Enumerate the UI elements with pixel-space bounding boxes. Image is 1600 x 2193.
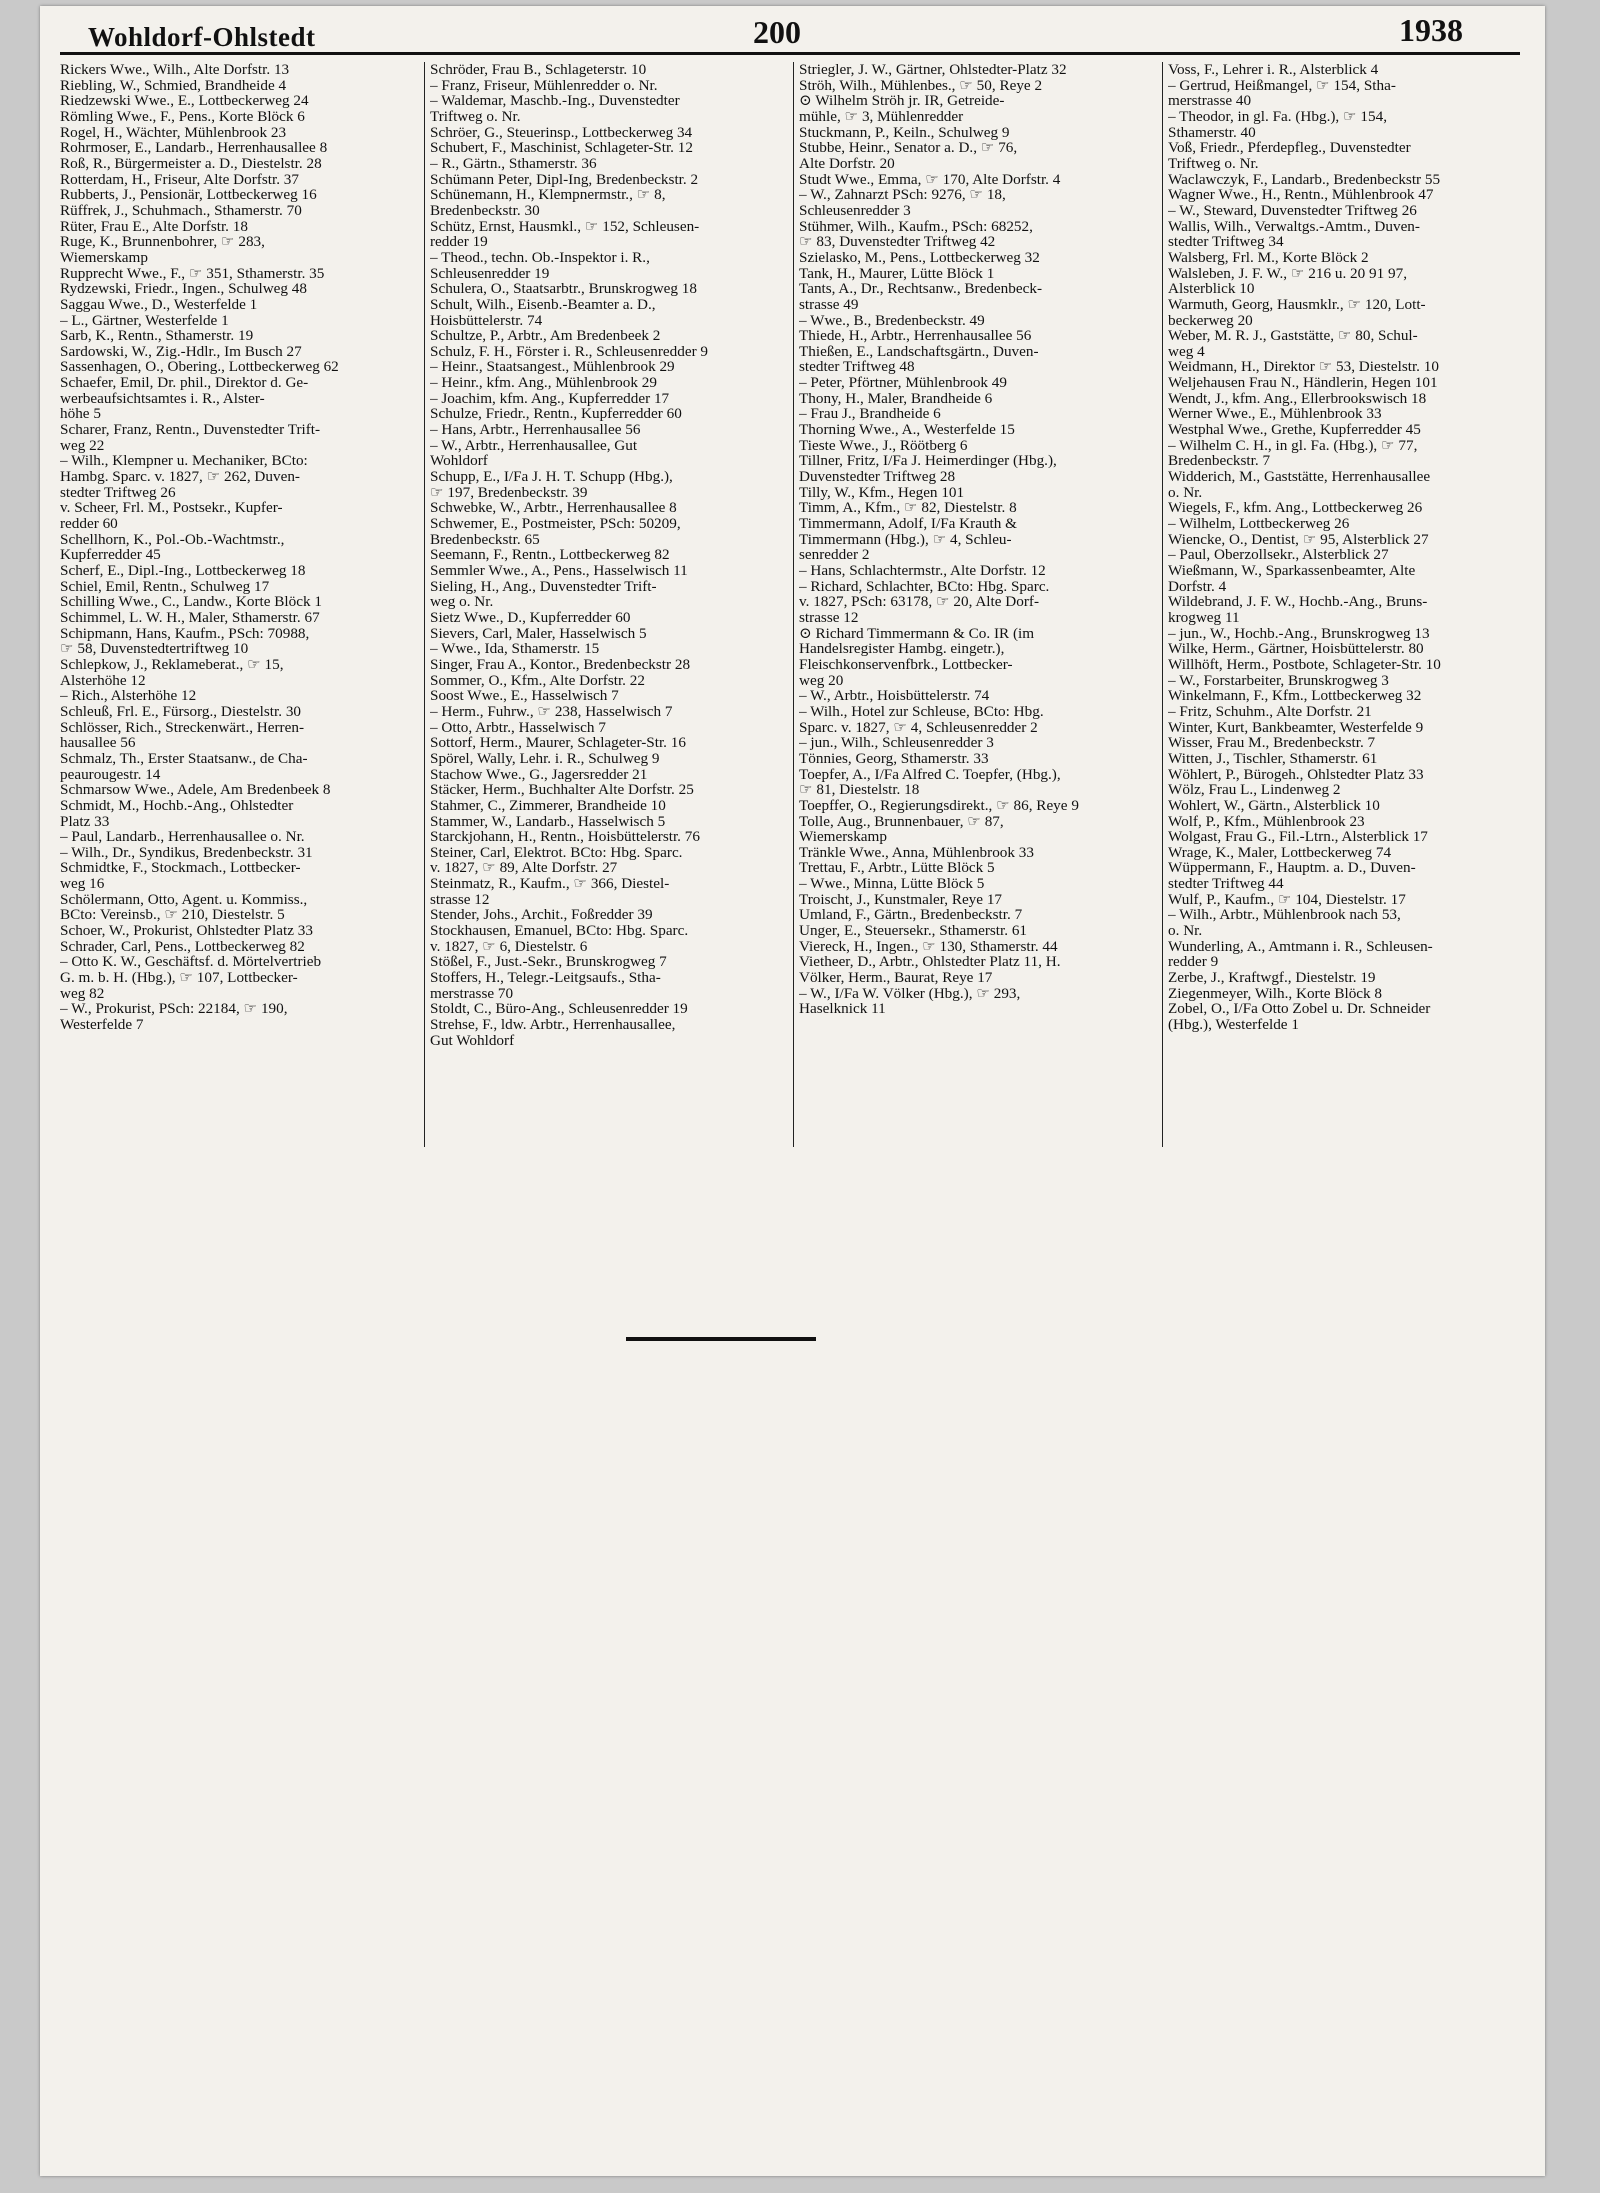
directory-entry-line: Wunderling, A., Amtmann i. R., Schleusen- (1168, 938, 1433, 955)
directory-entry-line: strasse 12 (430, 891, 490, 908)
directory-entry-line: – Wilh., Klempner u. Mechaniker, BCto: (60, 453, 308, 470)
directory-entry-line: Schulera, O., Staatsarbtr., Brunskrogweg 18 (430, 281, 697, 297)
directory-entry-line: Schulz, F. H., Förster i. R., Schleusenredder 9 (430, 343, 709, 360)
directory-entry-line: Roß, R., Bürgermeister a. D., Diestelstr. 28 (60, 155, 322, 172)
directory-entry-line: Triftweg o. Nr. (430, 108, 521, 125)
directory-entry-line: Winkelmann, F., Kfm., Lottbeckerweg 32 (1168, 688, 1422, 704)
directory-entry-line: Tants, A., Dr., Rechtsanw., Bredenbeck- (799, 281, 1042, 297)
directory-entry-line: – Frau J., Brandheide 6 (799, 406, 941, 423)
directory-entry-line: – Wwe., Ida, Sthamerstr. 15 (430, 641, 600, 657)
directory-entry-line: Stuckmann, P., Keiln., Schulweg 9 (799, 124, 1010, 141)
directory-entry-line: Stößel, F., Just.-Sekr., Brunskrogweg 7 (430, 954, 667, 971)
directory-entry-line: Starckjohann, H., Rentn., Hoisbüttelerstr. 76 (430, 829, 700, 845)
directory-entry-line: v. 1827, ☞ 6, Diestelstr. 6 (430, 938, 588, 955)
directory-entry-line: Tank, H., Maurer, Lütte Blöck 1 (799, 265, 995, 282)
directory-entry-line: Hambg. Sparc. v. 1827, ☞ 262, Duven- (60, 469, 300, 485)
directory-entry-line: Voss, F., Lehrer i. R., Alsterblick 4 (1168, 62, 1379, 78)
directory-entry-line: strasse 12 (799, 609, 859, 626)
directory-entry-line: Fleischkonservenfbrk., Lottbecker- (799, 656, 1013, 673)
directory-entry-line: – Paul, Oberzollsekr., Alsterblick 27 (1168, 547, 1389, 563)
header-rule (60, 52, 1520, 55)
directory-entry-line: weg 22 (60, 437, 105, 454)
directory-entry-line: Bredenbeckstr. 65 (430, 531, 540, 548)
directory-entry-line: Schultze, P., Arbtr., Am Bredenbeek 2 (430, 328, 661, 344)
directory-entry-line: Handelsregister Hambg. eingetr.), (799, 641, 1005, 657)
directory-entry-line: Witten, J., Tischler, Sthamerstr. 61 (1168, 750, 1378, 767)
directory-entry-line: ☞ 197, Bredenbeckstr. 39 (430, 484, 588, 501)
directory-entry-line: Schleuß, Frl. E., Fürsorg., Diestelstr. 30 (60, 703, 302, 720)
directory-entry-line: Tönnies, Georg, Sthamerstr. 33 (799, 750, 989, 767)
directory-entry-line: Rotterdam, H., Friseur, Alte Dorfstr. 37 (60, 171, 299, 188)
directory-entry-line: Sieling, H., Ang., Duvenstedter Trift- (430, 578, 657, 595)
directory-entry-line: Schilling Wwe., C., Landw., Korte Blöck 1 (60, 594, 322, 610)
directory-entry-line: o. Nr. (1168, 923, 1203, 939)
directory-entry-line: Studt Wwe., Emma, ☞ 170, Alte Dorfstr. 4 (799, 171, 1061, 188)
directory-entry-line: Haselknick 11 (799, 1001, 886, 1018)
directory-entry-line: Steinmatz, R., Kaufm., ☞ 366, Diestel- (430, 876, 670, 892)
directory-entry-line: stedter Triftweg 34 (1168, 234, 1284, 250)
directory-entry-line: ☞ 58, Duvenstedtertriftweg 10 (60, 641, 249, 657)
directory-entry-line: Schoer, W., Prokurist, Ohlstedter Platz 33 (60, 923, 313, 939)
directory-entry-line: Wölz, Frau L., Lindenweg 2 (1168, 782, 1341, 798)
directory-entry-line: – Otto, Arbtr., Hasselwisch 7 (430, 719, 606, 736)
directory-entry-line: Schlepkow, J., Reklameberat., ☞ 15, (60, 656, 284, 673)
directory-entry-line: (Hbg.), Westerfelde 1 (1168, 1017, 1299, 1033)
directory-entry-line: Schellhorn, K., Pol.-Ob.-Wachtmstr., (60, 531, 285, 548)
directory-entry-line: – jun., Wilh., Schleusenredder 3 (799, 735, 994, 751)
directory-entry-line: Toepffer, O., Regierungsdirekt., ☞ 86, Reye 9 (799, 797, 1079, 814)
directory-entry-line: redder 60 (60, 516, 118, 532)
directory-entry-line: Wiencke, O., Dentist, ☞ 95, Alsterblick 27 (1168, 531, 1429, 548)
directory-entry-line: Sietz Wwe., D., Kupferredder 60 (430, 609, 631, 626)
directory-entry-line: Westphal Wwe., Grethe, Kupferredder 45 (1168, 422, 1421, 438)
directory-entry-line: Rubberts, J., Pensionär, Lottbeckerweg 16 (60, 187, 317, 203)
directory-entry-line: o. Nr. (1168, 484, 1203, 501)
directory-entry-line: Schult, Wilh., Eisenb.-Beamter a. D., (430, 296, 656, 313)
directory-entry-line: Umland, F., Gärtn., Bredenbeckstr. 7 (799, 907, 1023, 924)
directory-entry-line: Schmidtke, F., Stockmach., Lottbecker- (60, 860, 301, 877)
directory-entry-line: weg 4 (1168, 343, 1205, 360)
directory-entry-line: Waclawczyk, F., Landarb., Bredenbeckstr 55 (1168, 171, 1441, 188)
directory-entry-line: redder 19 (430, 234, 488, 250)
directory-entry-line: weg 16 (60, 876, 105, 892)
directory-entry-line: Rickers Wwe., Wilh., Alte Dorfstr. 13 (60, 62, 290, 78)
directory-entry-line: Schulze, Friedr., Rentn., Kupferredder 60 (430, 406, 682, 423)
directory-entry-line: Saggau Wwe., D., Westerfelde 1 (60, 296, 258, 313)
directory-entry-line: Widderich, M., Gaststätte, Herrenhausallee (1168, 469, 1431, 485)
directory-entry-line: Voß, Friedr., Pferdepfleg., Duvenstedter (1168, 140, 1411, 156)
directory-entry-line: Schümann Peter, Dipl-Ing, Bredenbeckstr. 2 (430, 171, 699, 188)
directory-entry-line: Völker, Herm., Baurat, Reye 17 (799, 970, 993, 986)
directory-entry-line: Walsberg, Frl. M., Korte Blöck 2 (1168, 249, 1369, 266)
directory-entry-line: Sarb, K., Rentn., Sthamerstr. 19 (60, 328, 254, 344)
directory-entry-line: Stachow Wwe., G., Jagersredder 21 (430, 766, 648, 783)
directory-entry-line: Schrader, Carl, Pens., Lottbeckerweg 82 (60, 938, 305, 955)
directory-entry-line: Tolle, Aug., Brunnenbauer, ☞ 87, (799, 813, 1004, 830)
directory-entry-line: Stühmer, Wilh., Kaufm., PSch: 68252, (799, 218, 1033, 235)
directory-entry-line: G. m. b. H. (Hbg.), ☞ 107, Lottbecker- (60, 970, 298, 986)
directory-entry-line: Westerfelde 7 (60, 1017, 144, 1033)
directory-entry-line: Sthamerstr. 40 (1168, 124, 1256, 141)
directory-entry-line: Wrage, K., Maler, Lottbeckerweg 74 (1168, 844, 1392, 861)
directory-entry-line: – Wilh., Dr., Syndikus, Bredenbeckstr. 31 (60, 844, 313, 861)
directory-entry-line: weg 20 (799, 672, 844, 689)
directory-entry-line: redder 9 (1168, 954, 1219, 971)
directory-entry-line: Dorfstr. 4 (1168, 578, 1227, 595)
directory-entry-line: – Rich., Alsterhöhe 12 (60, 688, 197, 704)
directory-entry-line: weg o. Nr. (430, 594, 494, 610)
directory-entry-line: Gut Wohldorf (430, 1032, 515, 1049)
directory-entry-line: Spörel, Wally, Lehr. i. R., Schulweg 9 (430, 750, 660, 767)
directory-entry-line: Unger, E., Steuersekr., Sthamerstr. 61 (799, 923, 1028, 939)
directory-columns (60, 62, 1530, 1182)
directory-entry-line: Bredenbeckstr. 30 (430, 202, 540, 219)
directory-entry-line: Sardowski, W., Zig.-Hdlr., Im Busch 27 (60, 343, 302, 360)
directory-entry-line: – jun., W., Hochb.-Ang., Brunskrogweg 13 (1168, 625, 1430, 642)
directory-entry-line: Schmidt, M., Hochb.-Ang., Ohlstedter (60, 797, 294, 814)
directory-entry-line: Schröer, G., Steuerinsp., Lottbeckerweg 34 (430, 124, 693, 141)
directory-entry-line: Toepfer, A., I/Fa Alfred C. Toepfer, (Hbg.), (799, 766, 1061, 783)
directory-entry-line: Soost Wwe., E., Hasselwisch 7 (430, 688, 619, 704)
directory-entry-line: höhe 5 (60, 406, 101, 423)
directory-entry-line: Schwemer, E., Postmeister, PSch: 50209, (430, 516, 681, 532)
directory-entry-line: – Wilhelm, Lottbeckerweg 26 (1168, 516, 1350, 532)
directory-entry-line: Schipmann, Hans, Kaufm., PSch: 70988, (60, 625, 310, 642)
year-label: 1938 (1399, 12, 1463, 48)
directory-entry-line: Wulf, P., Kaufm., ☞ 104, Diestelstr. 17 (1168, 891, 1406, 908)
directory-entry-line: Sottorf, Herm., Maurer, Schlageter-Str. 16 (430, 735, 686, 751)
directory-entry-line: Schiel, Emil, Rentn., Schulweg 17 (60, 578, 270, 595)
directory-entry-line: Rydzewski, Friedr., Ingen., Schulweg 48 (60, 281, 307, 297)
directory-entry-line: merstrasse 70 (430, 985, 514, 1002)
column-1 (60, 62, 417, 1033)
directory-entry-line: Weljehausen Frau N., Händlerin, Hegen 101 (1168, 375, 1438, 391)
directory-entry-line: Wohldorf (430, 453, 488, 470)
directory-entry-line: – Peter, Pförtner, Mühlenbrook 49 (799, 375, 1007, 391)
directory-entry-line: Triftweg o. Nr. (1168, 155, 1259, 172)
directory-entry-line: Tillner, Fritz, I/Fa J. Heimerdinger (Hbg.), (799, 453, 1057, 470)
directory-entry-line: beckerweg 20 (1168, 312, 1253, 329)
directory-entry-line: – W., Zahnarzt PSch: 9276, ☞ 18, (799, 187, 1006, 203)
end-of-section-rule (626, 1337, 816, 1341)
directory-entry-line: Schmarsow Wwe., Adele, Am Bredenbeek 8 (60, 782, 331, 798)
directory-entry-line: – W., Forstarbeiter, Brunskrogweg 3 (1168, 672, 1389, 689)
directory-entry-line: – Franz, Friseur, Mühlenredder o. Nr. (430, 77, 658, 94)
directory-entry-line: Schwebke, W., Arbtr., Herrenhausallee 8 (430, 500, 677, 517)
directory-entry-line: Wendt, J., kfm. Ang., Ellerbrookswisch 18 (1168, 390, 1427, 407)
directory-entry-line: Rogel, H., Wächter, Mühlenbrook 23 (60, 124, 287, 141)
directory-entry-line: ☞ 81, Diestelstr. 18 (799, 782, 920, 798)
directory-entry-line: – Paul, Landarb., Herrenhausallee o. Nr. (60, 829, 305, 845)
directory-entry-line: Wagner Wwe., H., Rentn., Mühlenbrook 47 (1168, 187, 1434, 203)
directory-entry-line: Stammer, W., Landarb., Hasselwisch 5 (430, 813, 666, 830)
directory-entry-line: ⊙ Richard Timmermann & Co. IR (im (799, 625, 1035, 642)
directory-entry-line: Striegler, J. W., Gärtner, Ohlstedter-Platz 32 (799, 62, 1067, 78)
directory-entry-line: – Hans, Schlachtermstr., Alte Dorfstr. 12 (799, 563, 1046, 579)
directory-entry-line: Schupp, E., I/Fa J. H. T. Schupp (Hbg.), (430, 469, 673, 485)
directory-entry-line: Viereck, H., Ingen., ☞ 130, Sthamerstr. 44 (799, 938, 1058, 955)
directory-entry-line: Ziegenmeyer, Wilh., Korte Blöck 8 (1168, 985, 1383, 1002)
directory-entry-line: Zobel, O., I/Fa Otto Zobel u. Dr. Schneider (1168, 1001, 1431, 1018)
directory-entry-line: v. 1827, ☞ 89, Alte Dorfstr. 27 (430, 860, 618, 877)
directory-entry-line: Stäcker, Herm., Buchhalter Alte Dorfstr. 25 (430, 782, 694, 798)
directory-entry-line: Platz 33 (60, 813, 110, 830)
directory-entry-line: Wolf, P., Kfm., Mühlenbrook 23 (1168, 813, 1365, 830)
directory-entry-line: – W., Arbtr., Hoisbüttelerstr. 74 (799, 688, 990, 704)
directory-entry-line: peaurougestr. 14 (60, 766, 161, 783)
directory-entry-line: Alsterblick 10 (1168, 281, 1255, 297)
directory-entry-line: Wolgast, Frau G., Fil.-Ltrn., Alsterblick 17 (1168, 829, 1428, 845)
directory-entry-line: – Theodor, in gl. Fa. (Hbg.), ☞ 154, (1168, 108, 1388, 125)
directory-entry-line: Rüter, Frau E., Alte Dorfstr. 18 (60, 218, 248, 235)
directory-entry-line: Timmermann (Hbg.), ☞ 4, Schleu- (799, 531, 1012, 548)
directory-entry-line: Riebling, W., Schmied, Brandheide 4 (60, 77, 287, 94)
directory-entry-line: BCto: Vereinsb., ☞ 210, Diestelstr. 5 (60, 907, 285, 924)
directory-entry-line: Schröder, Frau B., Schlageterstr. 10 (430, 62, 647, 78)
directory-entry-line: Tilly, W., Kfm., Hegen 101 (799, 484, 965, 501)
directory-entry-line: Walsleben, J. F. W., ☞ 216 u. 20 91 97, (1168, 265, 1407, 282)
directory-entry-line: Schölermann, Otto, Agent. u. Kommiss., (60, 891, 308, 908)
locality-title: Wohldorf-Ohlstedt (88, 22, 316, 52)
directory-entry-line: – Wilh., Hotel zur Schleuse, BCto: Hbg. (799, 703, 1044, 720)
directory-entry-line: Wohlert, W., Gärtn., Alsterblick 10 (1168, 797, 1380, 814)
directory-entry-line: Duvenstedter Triftweg 28 (799, 469, 956, 485)
directory-entry-line: Wöhlert, P., Bürogeh., Ohlstedter Platz 33 (1168, 766, 1424, 783)
directory-entry-line: Szielasko, M., Pens., Lottbeckerweg 32 (799, 249, 1040, 266)
column-4 (1162, 62, 1525, 1147)
directory-entry-line: – Herm., Fuhrw., ☞ 238, Hasselwisch 7 (430, 703, 673, 720)
directory-entry-line: Schimmel, L. W. H., Maler, Sthamerstr. 67 (60, 609, 320, 626)
column-3 (793, 62, 1156, 1147)
directory-entry-line: mühle, ☞ 3, Mühlenredder (799, 108, 964, 125)
directory-entry-line: Warmuth, Georg, Hausmklr., ☞ 120, Lott- (1168, 296, 1426, 313)
directory-entry-line: – Joachim, kfm. Ang., Kupferredder 17 (430, 390, 670, 407)
directory-entry-line: Thorning Wwe., A., Westerfelde 15 (799, 422, 1015, 438)
directory-entry-line: v. 1827, PSch: 63178, ☞ 20, Alte Dorf- (799, 594, 1040, 610)
directory-entry-line: – Wilh., Arbtr., Mühlenbrook nach 53, (1168, 907, 1401, 924)
directory-entry-line: Werner Wwe., E., Mühlenbrook 33 (1168, 406, 1382, 423)
directory-entry-line: Riedzewski Wwe., E., Lottbeckerweg 24 (60, 93, 309, 109)
directory-entry-line: Weber, M. R. J., Gaststätte, ☞ 80, Schul- (1168, 328, 1418, 344)
directory-entry-line: Timmermann, Adolf, I/Fa Krauth & (799, 516, 1017, 532)
directory-entry-line: Alsterhöhe 12 (60, 672, 146, 689)
directory-entry-line: – W., I/Fa W. Völker (Hbg.), ☞ 293, (799, 985, 1021, 1002)
directory-entry-line: Kupferredder 45 (60, 547, 161, 563)
directory-entry-line: Wiegels, F., kfm. Ang., Lottbeckerweg 26 (1168, 500, 1423, 517)
directory-entry-line: stedter Triftweg 26 (60, 484, 176, 501)
directory-entry-line: Tränkle Wwe., Anna, Mühlenbrook 33 (799, 844, 1034, 861)
directory-entry-line: – Wilhelm C. H., in gl. Fa. (Hbg.), ☞ 77, (1168, 437, 1418, 454)
directory-entry-line: Wisser, Frau M., Bredenbeckstr. 7 (1168, 735, 1376, 751)
directory-entry-line: Rupprecht Wwe., F., ☞ 351, Sthamerstr. 35 (60, 265, 325, 282)
directory-entry-line: – L., Gärtner, Westerfelde 1 (60, 312, 229, 329)
directory-entry-line: Römling Wwe., F., Pens., Korte Blöck 6 (60, 108, 305, 125)
directory-entry-line: Ruge, K., Brunnenbohrer, ☞ 283, (60, 234, 265, 250)
directory-entry-line: Troischt, J., Kunstmaler, Reye 17 (799, 891, 1003, 908)
directory-entry-line: Thony, H., Maler, Brandheide 6 (799, 390, 993, 407)
directory-entry-line: Stahmer, C., Zimmerer, Brandheide 10 (430, 797, 666, 814)
directory-entry-line: Steiner, Carl, Elektrot. BCto: Hbg. Sparc. (430, 844, 683, 861)
directory-entry-line: – R., Gärtn., Sthamerstr. 36 (430, 155, 597, 172)
directory-entry-line: Schubert, F., Maschinist, Schlageter-Str. 12 (430, 140, 693, 156)
directory-entry-line: – W., Arbtr., Herrenhausallee, Gut (430, 437, 638, 454)
directory-entry-line: Stender, Johs., Archit., Foßredder 39 (430, 907, 653, 924)
directory-entry-line: Hoisbüttelerstr. 74 (430, 312, 543, 329)
directory-entry-line: weg 82 (60, 985, 105, 1002)
directory-entry-line: Sievers, Carl, Maler, Hasselwisch 5 (430, 625, 647, 642)
directory-entry-line: senredder 2 (799, 547, 870, 563)
directory-entry-line: – Hans, Arbtr., Herrenhausallee 56 (430, 422, 641, 438)
directory-entry-line: – Gertrud, Heißmangel, ☞ 154, Stha- (1168, 77, 1396, 94)
directory-entry-line: Scherf, E., Dipl.-Ing., Lottbeckerweg 18 (60, 563, 306, 579)
directory-entry-line: Bredenbeckstr. 7 (1168, 453, 1271, 470)
directory-entry-line: Wüppermann, F., Hauptm. a. D., Duven- (1168, 860, 1416, 877)
directory-entry-line: Rohrmoser, E., Landarb., Herrenhausallee 8 (60, 140, 328, 156)
directory-entry-line: Wießmann, W., Sparkassenbeamter, Alte (1168, 563, 1416, 579)
directory-entry-line: Alte Dorfstr. 20 (799, 155, 895, 172)
directory-entry-line: Schmalz, Th., Erster Staatsanw., de Cha- (60, 750, 308, 767)
directory-entry-line: ☞ 83, Duvenstedter Triftweg 42 (799, 234, 996, 250)
directory-entry-line: Schütz, Ernst, Hausmkl., ☞ 152, Schleusen- (430, 218, 700, 235)
directory-entry-line: – Heinr., Staatsangest., Mühlenbrook 29 (430, 359, 675, 376)
directory-entry-line: stedter Triftweg 44 (1168, 876, 1284, 892)
directory-entry-line: Schaefer, Emil, Dr. phil., Direktor d. Ge- (60, 375, 309, 391)
directory-entry-line: Thießen, E., Landschaftsgärtn., Duven- (799, 343, 1039, 360)
directory-entry-line: Ströh, Wilh., Mühlenbes., ☞ 50, Reye 2 (799, 77, 1043, 94)
directory-entry-line: Schünemann, H., Klempnermstr., ☞ 8, (430, 187, 666, 203)
directory-entry-line: Stoldt, C., Büro-Ang., Schleusenredder 19 (430, 1001, 688, 1018)
page-header (48, 8, 1543, 54)
directory-entry-line: Wiemerskamp (799, 829, 887, 845)
directory-entry-line: – Richard, Schlachter, BCto: Hbg. Sparc. (799, 578, 1050, 595)
directory-entry-line: Stubbe, Heinr., Senator a. D., ☞ 76, (799, 140, 1018, 156)
directory-entry-line: – Theod., techn. Ob.-Inspektor i. R., (430, 249, 650, 266)
directory-entry-line: Vietheer, D., Arbtr., Ohlstedter Platz 11, H. (799, 954, 1061, 971)
directory-entry-line: ⊙ Wilhelm Ströh jr. IR, Getreide- (799, 93, 1005, 109)
directory-entry-line: – Fritz, Schuhm., Alte Dorfstr. 21 (1168, 703, 1372, 720)
directory-entry-line: – Wwe., Minna, Lütte Blöck 5 (799, 876, 985, 892)
directory-entry-line: Stoffers, H., Telegr.-Leitgsaufs., Stha- (430, 970, 661, 986)
directory-entry-line: Wallis, Wilh., Verwaltgs.-Amtm., Duven- (1168, 218, 1420, 235)
directory-entry-line: Zerbe, J., Kraftwgf., Diestelstr. 19 (1168, 970, 1376, 986)
directory-entry-line: Winter, Kurt, Bankbeamter, Westerfelde 9 (1168, 719, 1424, 736)
directory-entry-line: – Otto K. W., Geschäftsf. d. Mörtelvertrieb (60, 954, 322, 971)
directory-entry-line: v. Scheer, Frl. M., Postsekr., Kupfer- (60, 500, 283, 517)
directory-entry-line: – W., Steward, Duvenstedter Triftweg 26 (1168, 202, 1417, 219)
directory-entry-line: Singer, Frau A., Kontor., Bredenbeckstr 28 (430, 656, 691, 673)
column-2 (424, 62, 787, 1147)
directory-entry-line: Strehse, F., ldw. Arbtr., Herrenhausallee, (430, 1017, 676, 1033)
directory-entry-line: Sparc. v. 1827, ☞ 4, Schleusenredder 2 (799, 719, 1038, 736)
directory-entry-line: krogweg 11 (1168, 609, 1240, 626)
directory-entry-line: Schlösser, Rich., Streckenwärt., Herren- (60, 719, 305, 736)
directory-entry-line: – Waldemar, Maschb.-Ing., Duvenstedter (430, 93, 680, 109)
directory-entry-line: Sommer, O., Kfm., Alte Dorfstr. 22 (430, 672, 645, 689)
directory-entry-line: Wildebrand, J. F. W., Hochb.-Ang., Bruns- (1168, 594, 1428, 610)
directory-entry-line: Seemann, F., Rentn., Lottbeckerweg 82 (430, 547, 670, 563)
page-number: 200 (753, 14, 801, 50)
directory-entry-line: – Heinr., kfm. Ang., Mühlenbrook 29 (430, 375, 657, 391)
directory-entry-line: hausallee 56 (60, 735, 136, 751)
directory-entry-line: Trettau, F., Arbtr., Lütte Blöck 5 (799, 860, 995, 877)
directory-entry-line: werbeaufsichtsamtes i. R., Alster- (60, 390, 265, 407)
directory-entry-line: Semmler Wwe., A., Pens., Hasselwisch 11 (430, 563, 688, 579)
directory-entry-line: Stockhausen, Emanuel, BCto: Hbg. Sparc. (430, 923, 689, 939)
directory-entry-line: Thiede, H., Arbtr., Herrenhausallee 56 (799, 328, 1032, 344)
directory-entry-line: strasse 49 (799, 296, 859, 313)
directory-entry-line: Wiemerskamp (60, 249, 148, 266)
directory-entry-line: Wilke, Herm., Gärtner, Hoisbüttelerstr. 80 (1168, 641, 1424, 657)
directory-entry-line: Weidmann, H., Direktor ☞ 53, Diestelstr. 10 (1168, 359, 1439, 376)
directory-entry-line: merstrasse 40 (1168, 93, 1252, 109)
directory-entry-line: Schleusenredder 3 (799, 202, 911, 219)
directory-entry-line: – Wwe., B., Bredenbeckstr. 49 (799, 312, 985, 329)
directory-entry-line: Willhöft, Herm., Postbote, Schlageter-Str. 10 (1168, 656, 1441, 673)
directory-entry-line: Schleusenredder 19 (430, 265, 550, 282)
directory-entry-line: Rüffrek, J., Schuhmach., Sthamerstr. 70 (60, 202, 302, 219)
directory-entry-line: Timm, A., Kfm., ☞ 82, Diestelstr. 8 (799, 500, 1017, 517)
directory-entry-line: Sassenhagen, O., Obering., Lottbeckerweg 62 (60, 359, 339, 376)
directory-entry-line: – W., Prokurist, PSch: 22184, ☞ 190, (60, 1001, 288, 1018)
directory-entry-line: Scharer, Franz, Rentn., Duvenstedter Trift- (60, 422, 321, 438)
directory-entry-line: Tieste Wwe., J., Röötberg 6 (799, 437, 968, 454)
directory-entry-line: stedter Triftweg 48 (799, 359, 915, 376)
